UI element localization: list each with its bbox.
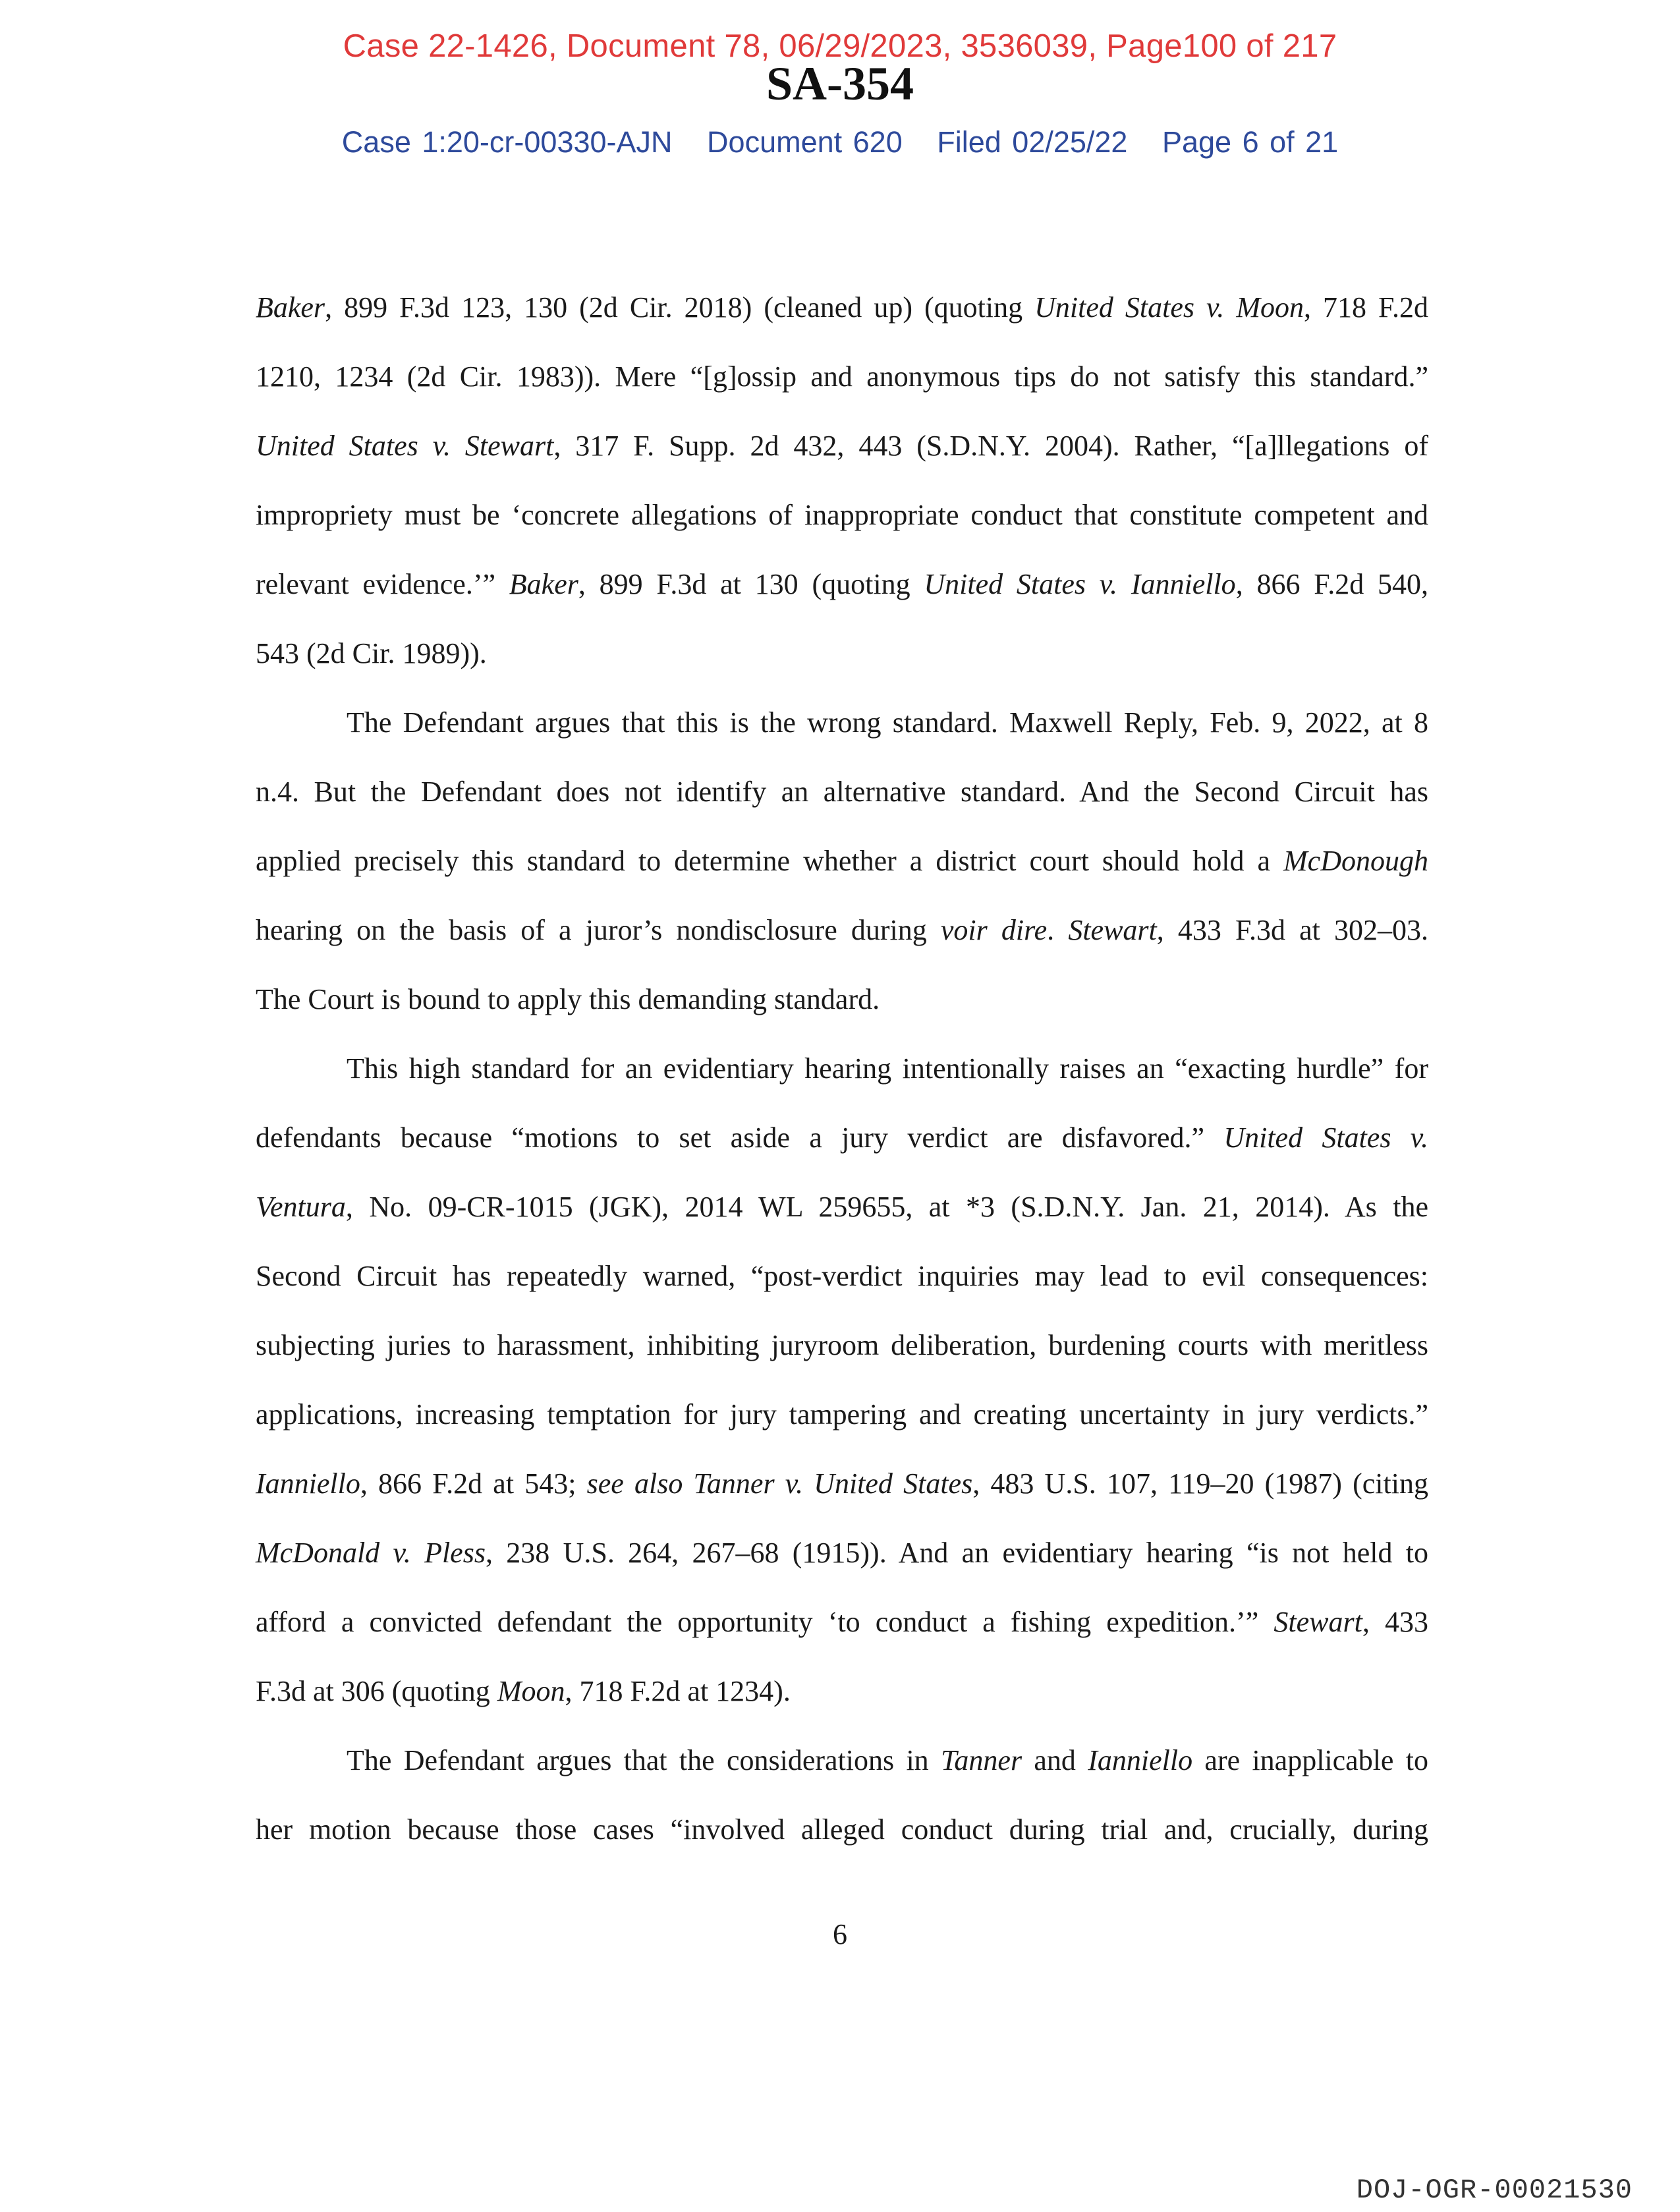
text-line: 1210, 1234 (2d Cir. 1983)). Mere “[g]ossip and anonymous tips do not satisfy this standard.”	[256, 360, 1428, 393]
text-line: relevant evidence.’” Baker, 899 F.3d at 130 (quoting United States v. Ianniello, 866 F.2d 540,	[256, 568, 1428, 600]
district-case-header	[0, 125, 1680, 159]
text-line: hearing on the basis of a juror’s nondisclosure during voir dire. Stewart, 433 F.3d at 302–03.	[256, 914, 1429, 946]
text-line: defendants because “motions to set aside a jury verdict are disfavored.” United States v.	[256, 1121, 1428, 1154]
text-line: impropriety must be ‘concrete allegations of inappropriate conduct that constitute competent and	[256, 499, 1428, 531]
district-page-count: Page 6 of 21	[1162, 125, 1339, 159]
text-line: United States v. Stewart, 317 F. Supp. 2d 432, 443 (S.D.N.Y. 2004). Rather, “[a]llegations of	[256, 430, 1429, 462]
district-filed-date: Filed 02/25/22	[937, 125, 1128, 159]
bates-number: DOJ-OGR-00021530	[1356, 2174, 1633, 2206]
district-case-number: Case 1:20-cr-00330-AJN	[341, 125, 673, 159]
text-line: The Defendant argues that the considerations in Tanner and Ianniello are inapplicable to	[347, 1744, 1428, 1776]
text-line: This high standard for an evidentiary hearing intentionally raises an “exacting hurdle” for	[347, 1052, 1428, 1085]
text-line: Second Circuit has repeatedly warned, “post-verdict inquiries may lead to evil consequences:	[256, 1260, 1428, 1292]
text-line: applied precisely this standard to determine whether a district court should hold a McDonough	[256, 845, 1428, 877]
text-line: F.3d at 306 (quoting Moon, 718 F.2d at 1234).	[256, 1675, 791, 1707]
text-line: Baker, 899 F.3d 123, 130 (2d Cir. 2018) (cleaned up) (quoting United States v. Moon, 718 F.2d	[256, 291, 1428, 324]
text-line: The Defendant argues that this is the wrong standard. Maxwell Reply, Feb. 9, 2022, at 8	[347, 706, 1428, 739]
text-line: Ventura, No. 09-CR-1015 (JGK), 2014 WL 259655, at *3 (S.D.N.Y. Jan. 21, 2014). As the	[256, 1191, 1428, 1223]
text-line: applications, increasing temptation for jury tampering and creating uncertainty in jury verdicts.”	[256, 1398, 1428, 1431]
page-number: 6	[833, 1918, 847, 1950]
text-line: afford a convicted defendant the opportunity ‘to conduct a fishing expedition.’” Stewart, 433	[256, 1606, 1429, 1638]
text-line: The Court is bound to apply this demanding standard.	[256, 983, 880, 1015]
text-line: McDonald v. Pless, 238 U.S. 264, 267–68 (1915)). And an evidentiary hearing “is not held to	[256, 1537, 1428, 1569]
text-line: her motion because those cases “involved alleged conduct during trial and, crucially, during	[256, 1813, 1428, 1846]
appellate-case-stamp: Case 22-1426, Document 78, 06/29/2023, 3536039, Page100 of 217	[343, 28, 1337, 64]
text-line: n.4. But the Defendant does not identify an alternative standard. And the Second Circuit has	[256, 776, 1428, 808]
district-document-number: Document 620	[707, 125, 903, 159]
text-line: subjecting juries to harassment, inhibiting juryroom deliberation, burdening courts with meritless	[256, 1329, 1428, 1361]
document-body	[256, 273, 1428, 1864]
text-line: Ianniello, 866 F.2d at 543; see also Tanner v. United States, 483 U.S. 107, 119–20 (1987) (citing	[256, 1467, 1428, 1500]
sa-page-number: SA-354	[766, 57, 914, 110]
text-line: 543 (2d Cir. 1989)).	[256, 637, 487, 669]
